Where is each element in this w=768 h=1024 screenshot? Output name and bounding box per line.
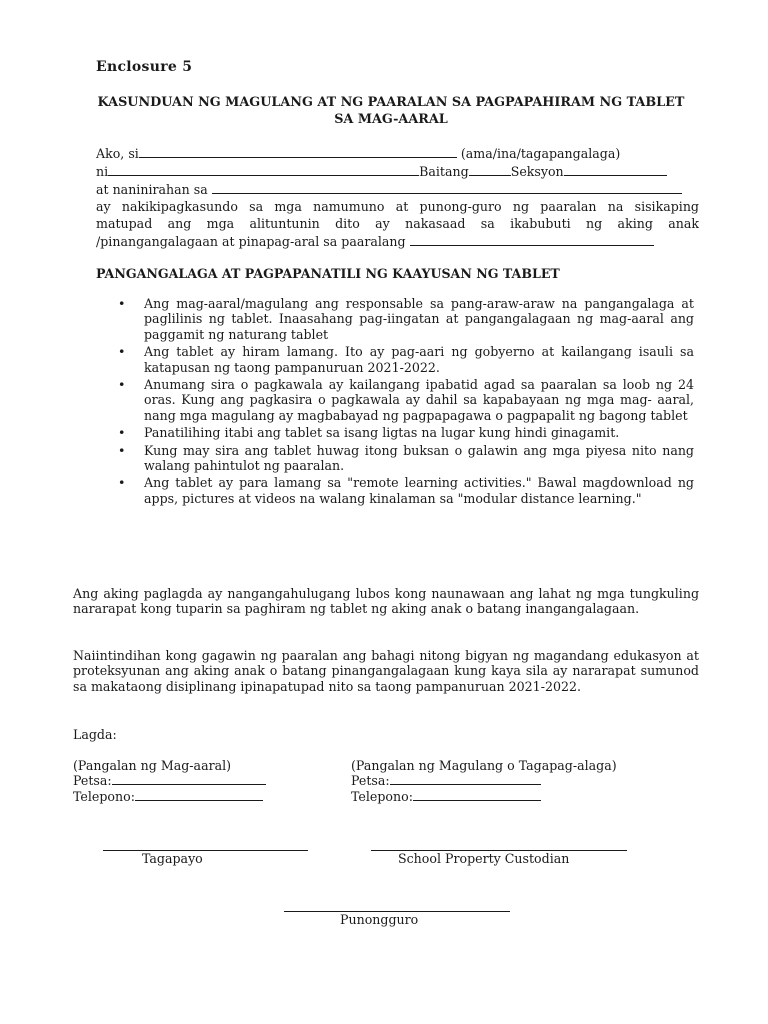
school-name-blank[interactable] [410,234,654,246]
intro-line-1 [96,146,699,161]
parent-name-blank[interactable] [139,146,457,158]
list-item: • Kung may sira ang tablet huwag itong buksan o galawin ang mga piyesa nito nang walang pahintulot ng paaralan. [118,443,694,474]
tagapayo-label: Tagapayo [142,851,203,866]
telepono-label: Telepono: [73,789,135,804]
student-telepono-blank[interactable] [135,789,263,801]
list-item: • Ang mag-aaral/magulang ang responsable sa pang-araw-araw na pangangalaga at paglilinis ng tablet. Inaasahang pag-iingatan at pangangalagaan ng mag-aaral ang paggamit ng naturang tablet [118,296,694,342]
lagda-label: Lagda: [73,727,117,742]
petsa-label: Petsa: [73,773,112,788]
parent-telepono-blank[interactable] [413,789,541,801]
agreement-paragraph-2: Naiintindihan kong gagawin ng paaralan ang bahagi nitong bigyan ng magandang edukasyon at proteksyunan ang aking anak o batang pinangangalagaan kung kaya sila ay nararapat sumunod sa makataong disiplinang ipinapatupad nito sa taong pampanuruan 2021-2022. [73,648,699,694]
list-item: • Ang tablet ay hiram lamang. Ito ay pag-aari ng gobyerno at kailangang isauli sa katapusan ng taong pampanuruan 2021-2022. [118,344,694,375]
list-item: • Panatilihing itabi ang tablet sa isang ligtas na lugar kung hindi ginagamit. [118,425,694,440]
intro-line-2 [96,164,699,179]
ni-label: ni [96,164,109,179]
ama-ina-label: (ama/ina/tagapangalaga) [460,146,621,161]
address-blank[interactable] [212,182,682,194]
ako-si-label: Ako, si [96,146,139,161]
baitang-blank[interactable] [469,164,511,176]
telepono-label: Telepono: [351,789,413,804]
intro-line-4: ay nakikipagkasundo sa mga namumuno at punong-guro ng paaralan na sisikaping [96,199,699,214]
student-petsa-row [73,773,266,788]
tagapayo-signature-line[interactable] [103,850,308,851]
petsa-label: Petsa: [351,773,390,788]
parent-petsa-blank[interactable] [390,773,541,785]
punongguro-label: Punongguro [340,912,419,927]
paaralang-label: /pinangangalagaan at pinapag-aral sa paaralang [96,234,406,249]
section-title: PANGANGALAGA AT PAGPAPANATILI NG KAAYUSAN NG TABLET [96,266,560,281]
document-title: KASUNDUAN NG MAGULANG AT NG PAARALAN SA PAGPAPAHIRAM NG TABLET SA MAG-AARAL [97,95,685,127]
baitang-label: Baitang [419,164,469,179]
intro-line-5: matupad ang mga alituntunin dito ay nakasaad sa ikabubuti ng aking anak [96,216,699,231]
intro-line-3 [96,182,699,197]
student-name-blank[interactable] [108,164,419,176]
student-telepono-row [73,789,263,804]
intro-line-6 [96,234,699,249]
agreement-paragraph-1: Ang aking paglagda ay nangangahulugang lubos kong naunawaan ang lahat ng mga tungkuling nararapat kong tuparin sa paghiram ng tablet ng aking anak o batang inangangalagaan. [73,586,699,617]
seksyon-blank[interactable] [564,164,667,176]
rules-list [118,296,694,508]
parent-telepono-row [351,789,541,804]
parent-petsa-row [351,773,541,788]
seksyon-label: Seksyon [510,164,564,179]
student-name-label: (Pangalan ng Mag-aaral) [73,758,232,773]
student-petsa-blank[interactable] [112,773,266,785]
custodian-label: School Property Custodian [398,851,570,866]
enclosure-label: Enclosure 5 [96,59,193,75]
parent-name-label: (Pangalan ng Magulang o Tagapag-alaga) [351,758,617,773]
list-item: • Anumang sira o pagkawala ay kailangang ipabatid agad sa paaralan sa loob ng 24 oras. Kung ang pagkasira o pagkawala ay dahil sa kapabayaan ng mga mag- aaral, nang mga magulang ay magbabayad ng pagpapagawa o pagpapalit ng bagong tablet [118,377,694,423]
list-item: • Ang tablet ay para lamang sa "remote learning activities." Bawal magdownload ng apps, pictures at videos na walang kinalaman sa "modular distance learning." [118,475,694,506]
naninirahan-label: at naninirahan sa [96,182,208,197]
